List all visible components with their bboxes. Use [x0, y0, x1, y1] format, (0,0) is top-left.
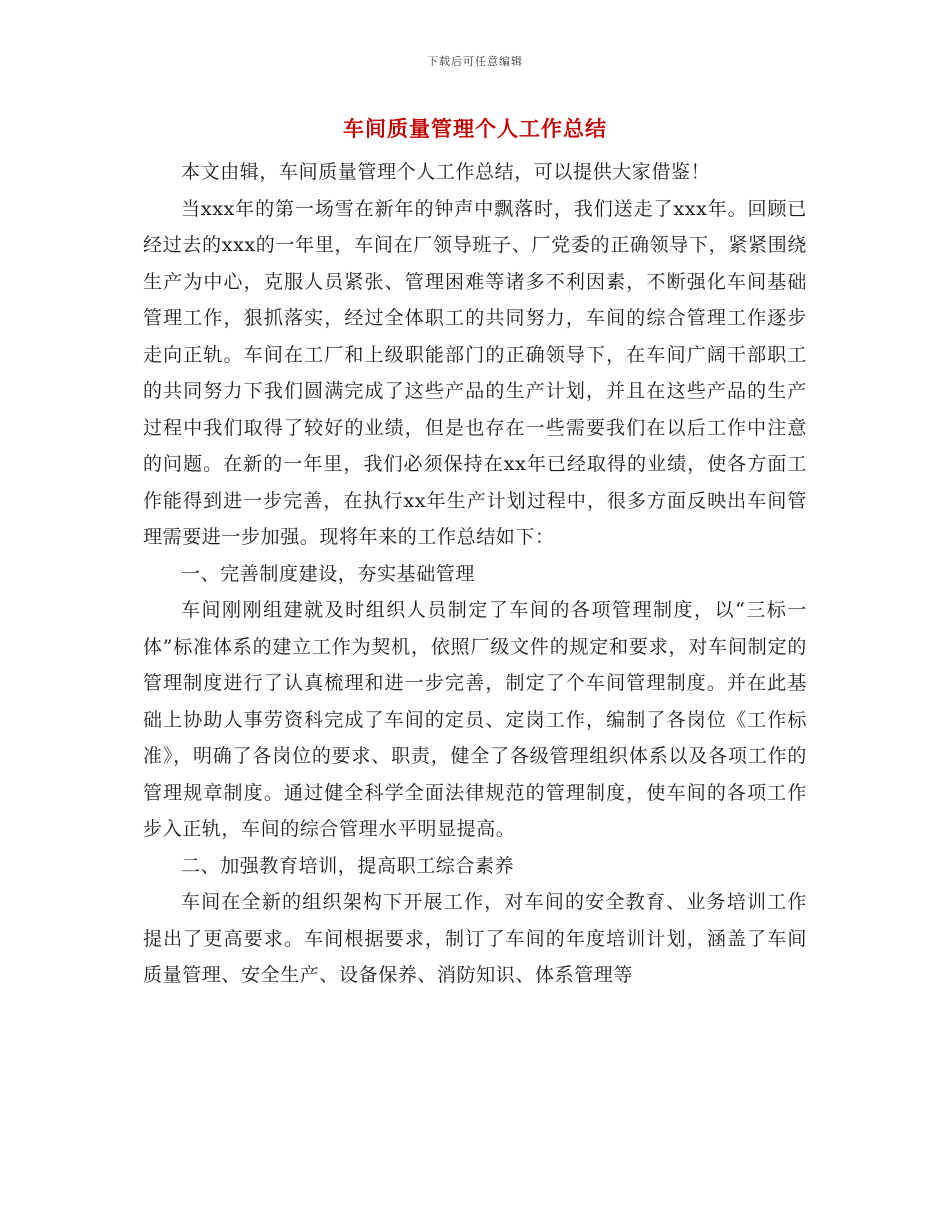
- document-title: 车间质量管理个人工作总结: [343, 116, 607, 141]
- header-note: 下载后可任意编辑: [427, 55, 523, 68]
- section-heading-1: 一、完善制度建设，夯实基础管理: [181, 562, 476, 585]
- paragraph-section-2: 车间在全新的组织架构下开展工作，对车间的安全教育、业务培训工作提出了更高要求。车间根据要求，制订了车间的年度培训计划，涵盖了车间质量管理、安全生产、设备保养、消防知识、体系管理等: [143, 891, 807, 986]
- document-body: [143, 154, 807, 994]
- paragraph-intro: 本文由辑，车间质量管理个人工作总结，可以提供大家借鉴！: [181, 161, 711, 183]
- section-heading-2: 二、加强教育培训，提高职工综合素养: [181, 854, 515, 877]
- paragraph-overview: 当xxx年的第一场雪在新年的钟声中飘落时，我们送走了xxx年。回顾已经过去的xxx的一年里，车间在厂领导班子、厂党委的正确领导下，紧紧围绕生产为中心，克服人员紧张、管理困难等诸多不利因素，不断强化车间基础管理工作，狠抓落实，经过全体职工的共同努力，车间的综合管理工作逐步走向正轨。车间在工厂和上级职能部门的正确领导下，在车间广阔干部职工的共同努力下我们圆满完成了这些产品的生产计划，并且在这些产品的生产过程中我们取得了较好的业绩，但是也存在一些需要我们在以后工作中注意的问题。在新的一年里，我们必须保持在xx年已经取得的业绩，使各方面工作能得到进一步完善，在执行xx年生产计划过程中，很多方面反映出车间管理需要进一步加强。现将年来的工作总结如下：: [143, 197, 807, 548]
- paragraph-section-1: 车间刚刚组建就及时组织人员制定了车间的各项管理制度，以“三标一体”标准体系的建立工作为契机，依照厂级文件的规定和要求，对车间制定的管理制度进行了认真梳理和进一步完善，制定了个车间管理制度。并在此基础上协助人事劳资科完成了车间的定员、定岗工作，编制了各岗位《工作标准》，明确了各岗位的要求、职责，健全了各级管理组织体系以及各项工作的管理规章制度。通过健全科学全面法律规范的管理制度，使车间的各项工作步入正轨，车间的综合管理水平明显提高。: [143, 599, 807, 840]
